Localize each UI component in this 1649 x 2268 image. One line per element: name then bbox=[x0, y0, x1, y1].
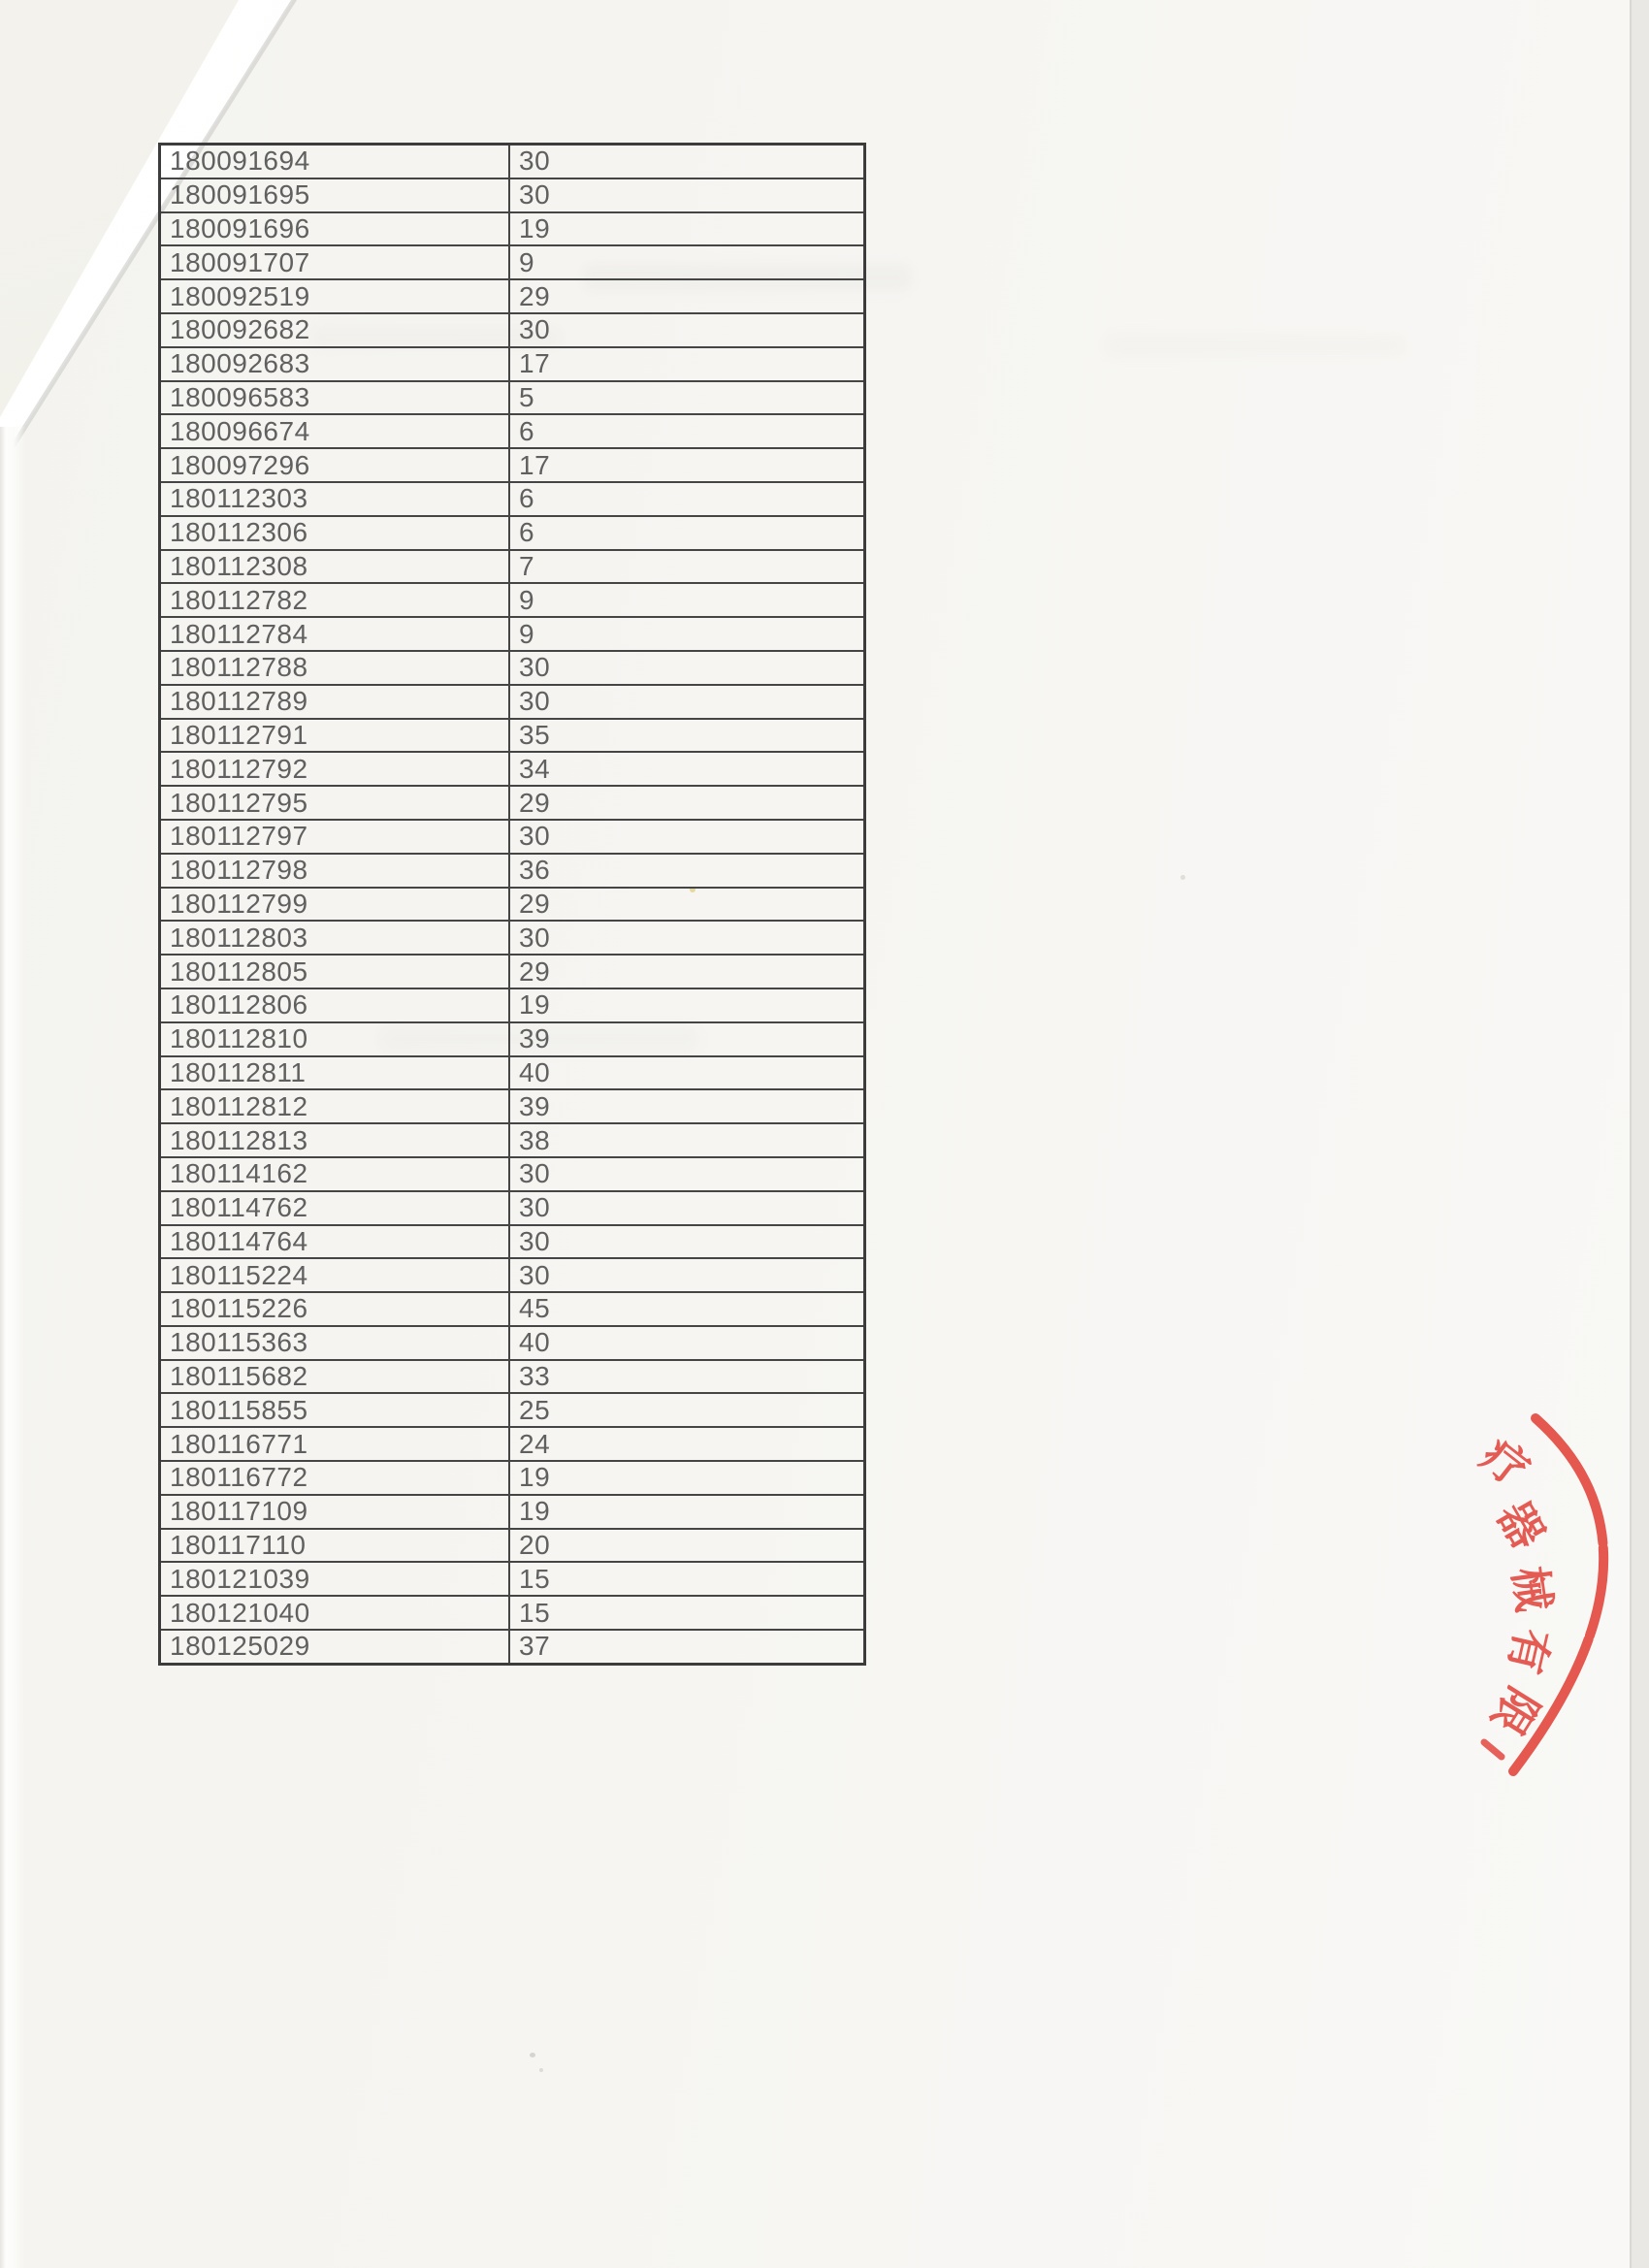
bleed-artifact bbox=[1106, 335, 1406, 356]
table-row bbox=[160, 719, 865, 753]
row-value-cell: 29 bbox=[509, 955, 865, 988]
table-row bbox=[160, 381, 865, 415]
row-id-cell: 180112799 bbox=[160, 888, 510, 922]
row-id-cell: 180115224 bbox=[160, 1258, 510, 1292]
company-seal-stamp bbox=[1463, 1405, 1647, 1785]
row-value-cell: 39 bbox=[509, 1022, 865, 1056]
paper-speck bbox=[530, 2053, 535, 2057]
table-row bbox=[160, 1630, 865, 1664]
row-id-cell: 180112303 bbox=[160, 482, 510, 516]
row-id-cell: 180117110 bbox=[160, 1529, 510, 1563]
table-row bbox=[160, 752, 865, 786]
row-value-cell: 30 bbox=[509, 313, 865, 347]
row-id-cell: 180097296 bbox=[160, 448, 510, 482]
row-id-cell: 180112812 bbox=[160, 1089, 510, 1123]
row-value-cell: 30 bbox=[509, 145, 865, 178]
table-row bbox=[160, 1225, 865, 1259]
table-row bbox=[160, 516, 865, 550]
table-row bbox=[160, 145, 865, 178]
table-row bbox=[160, 1326, 865, 1360]
table-row bbox=[160, 685, 865, 719]
left-page-edge bbox=[0, 427, 25, 2268]
table-row bbox=[160, 313, 865, 347]
row-value-cell: 33 bbox=[509, 1360, 865, 1394]
row-value-cell: 30 bbox=[509, 921, 865, 955]
stamp-character: 械 bbox=[1503, 1563, 1561, 1615]
stamp-character: 器 bbox=[1487, 1492, 1555, 1558]
row-id-cell: 180112803 bbox=[160, 921, 510, 955]
row-value-cell: 30 bbox=[509, 178, 865, 212]
row-id-cell: 180112308 bbox=[160, 550, 510, 584]
row-value-cell: 7 bbox=[509, 550, 865, 584]
row-value-cell: 15 bbox=[509, 1562, 865, 1596]
row-id-cell: 180112792 bbox=[160, 752, 510, 786]
row-value-cell: 19 bbox=[509, 212, 865, 246]
table-row bbox=[160, 482, 865, 516]
row-id-cell: 180091694 bbox=[160, 145, 510, 178]
row-value-cell: 29 bbox=[509, 888, 865, 922]
row-value-cell: 5 bbox=[509, 381, 865, 415]
row-id-cell: 180092519 bbox=[160, 279, 510, 313]
row-id-cell: 180112782 bbox=[160, 583, 510, 617]
table-row bbox=[160, 1360, 865, 1394]
table-row bbox=[160, 1529, 865, 1563]
row-id-cell: 180112797 bbox=[160, 820, 510, 854]
row-value-cell: 20 bbox=[509, 1529, 865, 1563]
right-page-edge bbox=[1630, 0, 1649, 2268]
row-value-cell: 29 bbox=[509, 786, 865, 820]
table-row bbox=[160, 1157, 865, 1191]
table-row bbox=[160, 347, 865, 381]
row-id-cell: 180125029 bbox=[160, 1630, 510, 1664]
row-id-cell: 180112789 bbox=[160, 685, 510, 719]
stamp-partial-character-stroke bbox=[1484, 1742, 1502, 1757]
row-id-cell: 180092682 bbox=[160, 313, 510, 347]
row-value-cell: 24 bbox=[509, 1427, 865, 1461]
table-row bbox=[160, 988, 865, 1022]
row-value-cell: 19 bbox=[509, 988, 865, 1022]
table-row bbox=[160, 1123, 865, 1157]
row-value-cell: 40 bbox=[509, 1326, 865, 1360]
paper-speck bbox=[1180, 875, 1185, 880]
row-id-cell: 180114762 bbox=[160, 1191, 510, 1225]
row-value-cell: 25 bbox=[509, 1393, 865, 1427]
row-value-cell: 17 bbox=[509, 347, 865, 381]
table-row bbox=[160, 279, 865, 313]
row-value-cell: 34 bbox=[509, 752, 865, 786]
row-value-cell: 30 bbox=[509, 1191, 865, 1225]
row-id-cell: 180091696 bbox=[160, 212, 510, 246]
table-row bbox=[160, 1461, 865, 1495]
table-row bbox=[160, 955, 865, 988]
row-id-cell: 180112784 bbox=[160, 617, 510, 651]
table-row bbox=[160, 1393, 865, 1427]
table-row bbox=[160, 448, 865, 482]
table-row bbox=[160, 921, 865, 955]
table-row bbox=[160, 1562, 865, 1596]
table-row bbox=[160, 1089, 865, 1123]
row-value-cell: 30 bbox=[509, 651, 865, 685]
row-id-cell: 180121040 bbox=[160, 1596, 510, 1630]
row-id-cell: 180091707 bbox=[160, 245, 510, 279]
row-value-cell: 15 bbox=[509, 1596, 865, 1630]
row-id-cell: 180116771 bbox=[160, 1427, 510, 1461]
table-row bbox=[160, 178, 865, 212]
row-id-cell: 180112795 bbox=[160, 786, 510, 820]
row-id-cell: 180114764 bbox=[160, 1225, 510, 1259]
row-id-cell: 180096583 bbox=[160, 381, 510, 415]
table-row bbox=[160, 245, 865, 279]
table-row bbox=[160, 888, 865, 922]
row-id-cell: 180091695 bbox=[160, 178, 510, 212]
table-row bbox=[160, 617, 865, 651]
row-value-cell: 9 bbox=[509, 583, 865, 617]
row-value-cell: 6 bbox=[509, 482, 865, 516]
table-row bbox=[160, 1056, 865, 1090]
row-id-cell: 180116772 bbox=[160, 1461, 510, 1495]
table-row bbox=[160, 1427, 865, 1461]
row-id-cell: 180096674 bbox=[160, 414, 510, 448]
table-row bbox=[160, 786, 865, 820]
table-row bbox=[160, 854, 865, 888]
row-value-cell: 38 bbox=[509, 1123, 865, 1157]
table-row bbox=[160, 1258, 865, 1292]
table-row bbox=[160, 1022, 865, 1056]
row-id-cell: 180092683 bbox=[160, 347, 510, 381]
row-value-cell: 9 bbox=[509, 245, 865, 279]
row-value-cell: 36 bbox=[509, 854, 865, 888]
row-value-cell: 37 bbox=[509, 1630, 865, 1664]
table-row bbox=[160, 414, 865, 448]
row-value-cell: 40 bbox=[509, 1056, 865, 1090]
id-value-table bbox=[158, 143, 866, 1666]
row-id-cell: 180114162 bbox=[160, 1157, 510, 1191]
row-id-cell: 180112811 bbox=[160, 1056, 510, 1090]
row-id-cell: 180115855 bbox=[160, 1393, 510, 1427]
table-body bbox=[160, 145, 865, 1665]
table-row bbox=[160, 1191, 865, 1225]
row-value-cell: 30 bbox=[509, 1258, 865, 1292]
table-row bbox=[160, 550, 865, 584]
table-row bbox=[160, 583, 865, 617]
row-id-cell: 180112306 bbox=[160, 516, 510, 550]
row-id-cell: 180112798 bbox=[160, 854, 510, 888]
row-value-cell: 19 bbox=[509, 1461, 865, 1495]
table-row bbox=[160, 820, 865, 854]
stamp-character: 限 bbox=[1480, 1678, 1550, 1744]
row-id-cell: 180115226 bbox=[160, 1292, 510, 1326]
row-value-cell: 35 bbox=[509, 719, 865, 753]
row-id-cell: 180117109 bbox=[160, 1495, 510, 1529]
row-id-cell: 180115682 bbox=[160, 1360, 510, 1394]
row-value-cell: 30 bbox=[509, 685, 865, 719]
row-id-cell: 180112791 bbox=[160, 719, 510, 753]
row-value-cell: 29 bbox=[509, 279, 865, 313]
row-value-cell: 30 bbox=[509, 820, 865, 854]
row-id-cell: 180112810 bbox=[160, 1022, 510, 1056]
row-value-cell: 30 bbox=[509, 1225, 865, 1259]
table-row bbox=[160, 1292, 865, 1326]
row-value-cell: 39 bbox=[509, 1089, 865, 1123]
stamp-character: 疗 bbox=[1471, 1428, 1539, 1498]
row-id-cell: 180112805 bbox=[160, 955, 510, 988]
row-id-cell: 180112806 bbox=[160, 988, 510, 1022]
row-value-cell: 9 bbox=[509, 617, 865, 651]
row-id-cell: 180115363 bbox=[160, 1326, 510, 1360]
row-value-cell: 6 bbox=[509, 516, 865, 550]
row-id-cell: 180112813 bbox=[160, 1123, 510, 1157]
row-id-cell: 180121039 bbox=[160, 1562, 510, 1596]
row-value-cell: 6 bbox=[509, 414, 865, 448]
table-row bbox=[160, 651, 865, 685]
row-value-cell: 17 bbox=[509, 448, 865, 482]
table-row bbox=[160, 1596, 865, 1630]
stamp-character: 有 bbox=[1498, 1623, 1560, 1679]
row-id-cell: 180112788 bbox=[160, 651, 510, 685]
table-row bbox=[160, 212, 865, 246]
row-value-cell: 30 bbox=[509, 1157, 865, 1191]
row-value-cell: 19 bbox=[509, 1495, 865, 1529]
row-value-cell: 45 bbox=[509, 1292, 865, 1326]
paper-speck bbox=[539, 2068, 543, 2072]
table-row bbox=[160, 1495, 865, 1529]
